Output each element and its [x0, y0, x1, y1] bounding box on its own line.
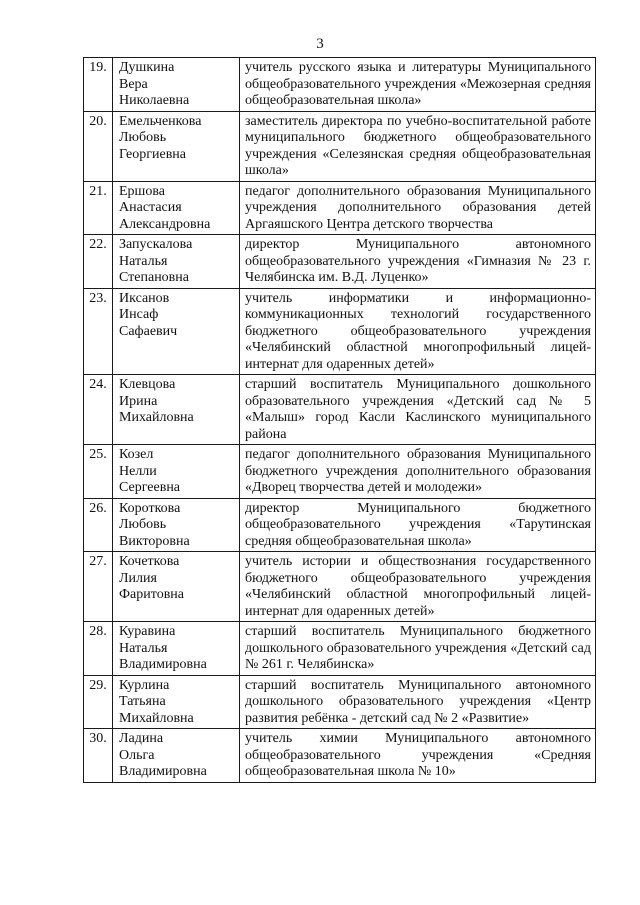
row-number: 30.: [84, 729, 113, 783]
person-surname: Куравина: [119, 624, 176, 639]
position-description: педагог дополнительного образования Муниципального учреждения дополнительного образования детей Аргаяшского Центра детского творчества: [240, 181, 596, 235]
row-number: 20.: [84, 111, 113, 181]
person-surname: Емельченкова: [119, 113, 202, 129]
row-number: 21.: [84, 181, 113, 235]
person-name-cell: [113, 181, 240, 235]
person-surname: Курлина: [119, 677, 170, 693]
person-surname: Козел: [119, 447, 154, 462]
row-number: 19.: [84, 58, 113, 112]
person-surname: Короткова: [119, 500, 181, 516]
person-surname: Ершова: [119, 183, 165, 199]
person-patronymic: Владимировна: [119, 764, 207, 779]
person-name-cell: [113, 498, 240, 552]
person-first-name: Нелли: [119, 463, 157, 479]
position-description: директор Муниципального автономного общеобразовательного учреждения «Гимназия № 23 г. Челябинска им. В.Д. Луценко»: [240, 235, 596, 289]
table-row: [84, 552, 596, 622]
person-first-name: Наталья: [119, 253, 168, 269]
roster-table: [83, 57, 596, 783]
table-row: [84, 498, 596, 552]
person-name-cell: [113, 622, 240, 676]
person-surname: Душкина: [119, 60, 175, 75]
row-number: 24.: [84, 375, 113, 445]
person-name-cell: [113, 111, 240, 181]
person-first-name: Инсаф: [119, 307, 159, 322]
person-patronymic: Михайловна: [119, 410, 194, 425]
person-first-name: Татьяна: [119, 694, 166, 709]
person-patronymic: Михайловна: [119, 710, 194, 726]
row-number: 29.: [84, 675, 113, 729]
person-patronymic: Степановна: [119, 270, 189, 285]
person-first-name: Любовь: [119, 130, 167, 145]
position-description: старший воспитатель Муниципального автономного дошкольного образовательного учреждения «Центр развития ребёнка - детский сад № 2 «Развитие»: [240, 675, 596, 729]
table-row: [84, 445, 596, 499]
person-patronymic: Сергеевна: [119, 480, 181, 495]
position-description: учитель информатики и информационно-коммуникационных технологий государственного бюджетного общеобразовательного учреждения «Челябинский областной многопрофильный лицей-интернат для одаренных детей»: [240, 288, 596, 375]
person-first-name: Ольга: [119, 747, 155, 763]
person-surname: Иксанов: [119, 290, 170, 306]
person-name-cell: [113, 552, 240, 622]
roster-body: [84, 58, 596, 783]
row-number: 25.: [84, 445, 113, 499]
page-number: 3: [316, 36, 324, 52]
person-first-name: Лилия: [119, 570, 157, 586]
person-first-name: Наталья: [119, 640, 168, 656]
table-row: [84, 181, 596, 235]
person-name-cell: [113, 58, 240, 112]
row-number: 27.: [84, 552, 113, 622]
person-patronymic: Владимировна: [119, 657, 207, 672]
person-surname: Кочеткова: [119, 554, 180, 569]
person-name-cell: [113, 729, 240, 783]
person-first-name: Ирина: [119, 393, 158, 409]
table-row: [84, 288, 596, 375]
person-patronymic: Викторовна: [119, 533, 190, 549]
position-description: учитель химии Муниципального автономного общеобразовательного учреждения «Средняя общеобразовательная школа № 10»: [240, 729, 596, 783]
position-description: старший воспитатель Муниципального бюджетного дошкольного образовательного учреждения «Детский сад № 261 г. Челябинска»: [240, 622, 596, 676]
table-row: [84, 729, 596, 783]
row-number: 22.: [84, 235, 113, 289]
person-name-cell: [113, 445, 240, 499]
person-name-cell: [113, 288, 240, 375]
table-row: [84, 58, 596, 112]
person-first-name: Анастасия: [119, 200, 182, 215]
person-first-name: Вера: [119, 76, 148, 92]
person-patronymic: Фаритовна: [119, 587, 185, 602]
position-description: заместитель директора по учебно-воспитательной работе муниципального бюджетного общеобразовательного учреждения «Селезянская средняя общеобразовательная школа»: [240, 111, 596, 181]
position-description: директор Муниципального бюджетного общеобразовательного учреждения «Тарутинская средняя общеобразовательная школа»: [240, 498, 596, 552]
person-patronymic: Николаевна: [119, 93, 190, 108]
position-description: учитель истории и обществознания государственного бюджетного общеобразовательного учреждения «Челябинский областной многопрофильный лицей-интернат для одаренных детей»: [240, 552, 596, 622]
person-name-cell: [113, 235, 240, 289]
table-row: [84, 622, 596, 676]
table-row: [84, 675, 596, 729]
position-description: старший воспитатель Муниципального дошкольного образовательного учреждения «Детский сад № 5 «Малыш» город Касли Каслинского муниципального района: [240, 375, 596, 445]
person-first-name: Любовь: [119, 517, 167, 532]
person-patronymic: Георгиевна: [119, 146, 187, 162]
person-name-cell: [113, 675, 240, 729]
position-description: учитель русского языка и литературы Муниципального общеобразовательного учреждения «Межозерная средняя общеобразовательная школа»: [240, 58, 596, 112]
person-patronymic: Сафаевич: [119, 323, 178, 339]
row-number: 28.: [84, 622, 113, 676]
table-row: [84, 235, 596, 289]
position-description: педагог дополнительного образования Муниципального бюджетного учреждения дополнительного образования «Дворец творчества детей и молодежи»: [240, 445, 596, 499]
person-surname: Запускалова: [119, 237, 193, 252]
person-surname: Ладина: [119, 731, 164, 746]
person-patronymic: Александровна: [119, 216, 211, 232]
row-number: 23.: [84, 288, 113, 375]
person-name-cell: [113, 375, 240, 445]
table-row: [84, 375, 596, 445]
table-row: [84, 111, 596, 181]
person-surname: Клевцова: [119, 377, 176, 392]
row-number: 26.: [84, 498, 113, 552]
